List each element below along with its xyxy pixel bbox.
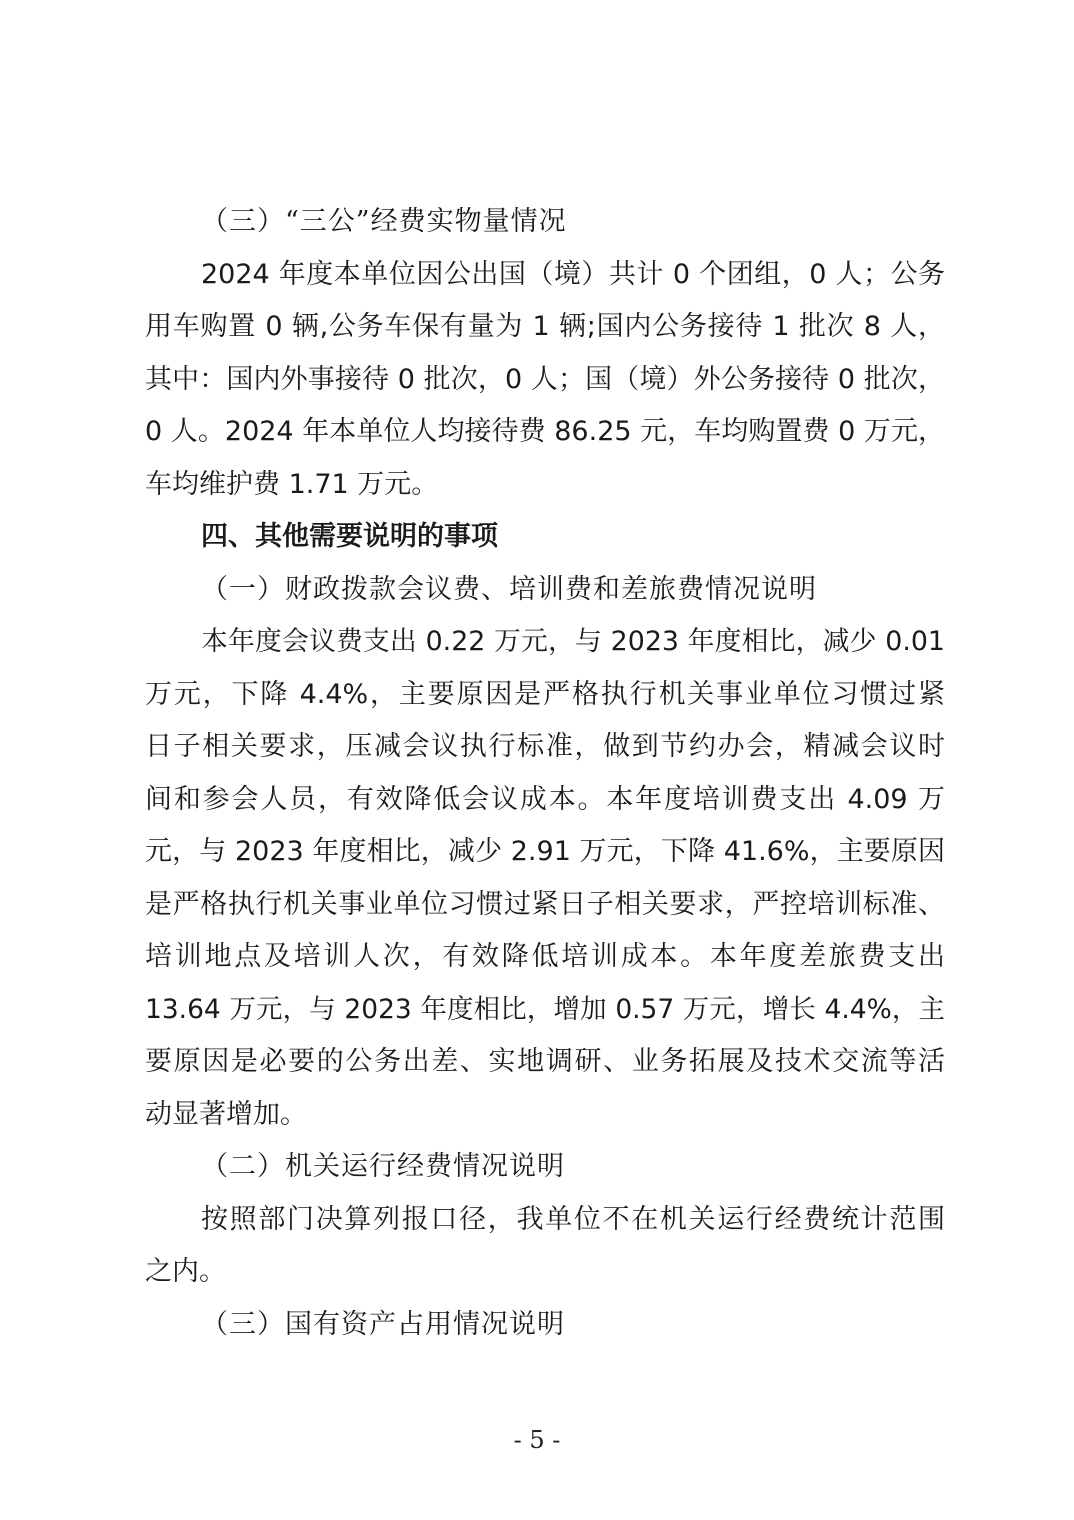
body-line: 动显著增加。 xyxy=(145,1098,307,1130)
body-line: 0 人。2024 年本单位人均接待费 86.25 元，车均购置费 0 万元， xyxy=(145,416,945,447)
body-line: 13.64 万元，与 2023 年度相比，增加 0.57 万元，增长 4.4%，主 xyxy=(145,993,945,1025)
body-line: 车均维护费 1.71 万元。 xyxy=(145,468,439,500)
page-number: - 5 - xyxy=(513,1426,561,1454)
body-line: 元，与 2023 年度相比，减少 2.91 万元，下降 41.6%，主要原因 xyxy=(145,836,945,867)
section-subheading: （三）国有资产占用情况说明 xyxy=(201,1308,565,1340)
body-line: 培训地点及培训人次，有效降低培训成本。本年度差旅费支出 xyxy=(145,941,945,972)
document-body xyxy=(145,196,945,1351)
body-line: 本年度会议费支出 0.22 万元，与 2023 年度相比，减少 0.01 xyxy=(201,626,945,657)
body-line: 是严格执行机关事业单位习惯过紧日子相关要求，严控培训标准、 xyxy=(145,888,945,920)
body-line: 之内。 xyxy=(145,1256,226,1287)
section-subheading: （二）机关运行经费情况说明 xyxy=(201,1151,565,1182)
section-subheading: （一）财政拨款会议费、培训费和差旅费情况说明 xyxy=(201,573,817,605)
body-line: 万元，下降 4.4%，主要原因是严格执行机关事业单位习惯过紧 xyxy=(145,678,945,710)
body-line: 间和参会人员，有效降低会议成本。本年度培训费支出 4.09 万 xyxy=(145,783,945,815)
section-subheading: （三）“三公”经费实物量情况 xyxy=(201,206,567,237)
section-heading: 四、其他需要说明的事项 xyxy=(201,521,498,552)
body-line: 其中：国内外事接待 0 批次，0 人；国（境）外公务接待 0 批次， xyxy=(145,363,945,395)
body-line: 按照部门决算列报口径，我单位不在机关运行经费统计范围 xyxy=(201,1203,945,1235)
body-line: 2024 年度本单位因公出国（境）共计 0 个团组，0 人；公务 xyxy=(201,258,945,290)
body-line: 要原因是必要的公务出差、实地调研、业务拓展及技术交流等活 xyxy=(145,1046,945,1077)
body-line: 用车购置 0 辆,公务车保有量为 1 辆;国内公务接待 1 批次 8 人， xyxy=(145,311,945,342)
body-line: 日子相关要求，压减会议执行标准，做到节约办会，精减会议时 xyxy=(145,731,945,762)
